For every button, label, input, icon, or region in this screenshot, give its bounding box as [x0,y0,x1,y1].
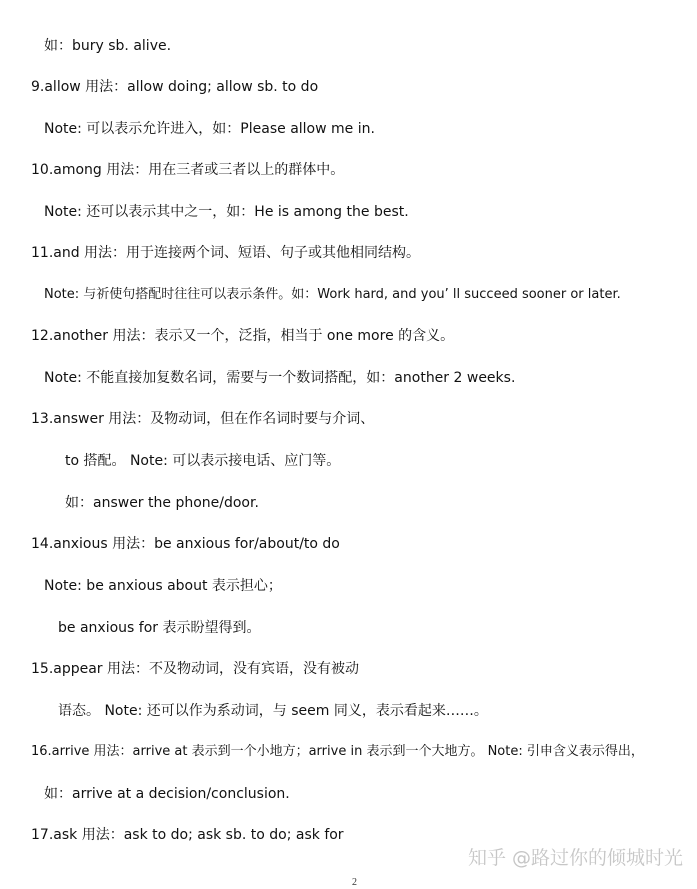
text-line: 11.and 用法：用于连接两个词、短语、句子或其他相同结构。 [31,245,421,261]
text-line: to 搭配。 Note: 可以表示接电话、应门等。 [65,453,341,469]
text-line: 13.answer 用法：及物动词，但在作名词时要与介词、 [31,411,375,427]
text-line: 12.another 用法：表示又一个，泛指，相当于 one more 的含义。 [31,328,455,344]
text-line: 如：arrive at a decision/conclusion. [44,786,290,802]
text-line: Note: 还可以表示其中之一，如：He is among the best. [44,204,409,220]
text-line: 语态。 Note: 还可以作为系动词，与 seem 同义，表示看起来……。 [58,703,488,719]
text-line: 17.ask 用法：ask to do; ask sb. to do; ask for [31,827,344,843]
text-line: 9.allow 用法：allow doing; allow sb. to do [31,79,319,95]
text-line: be anxious for 表示盼望得到。 [58,620,261,636]
text-line: 如：answer the phone/door. [65,495,259,511]
text-line: 如：bury sb. alive. [44,38,172,54]
text-line: 14.anxious 用法：be anxious for/about/to do [31,536,340,552]
text-line: Note: 可以表示允许进入，如：Please allow me in. [44,121,375,137]
text-line: 10.among 用法：用在三者或三者以上的群体中。 [31,162,345,178]
text-line: 15.appear 用法：不及物动词，没有宾语，没有被动 [31,661,360,677]
text-line: Note: 不能直接加复数名词，需要与一个数词搭配，如：another 2 weeks. [44,370,516,386]
text-line: 16.arrive 用法：arrive at 表示到一个小地方；arrive in 表示到一个大地方。 Note: 引申含义表示得出， [31,744,644,759]
page-number: 2 [352,877,357,888]
text-line: Note: 与祈使句搭配时往往可以表示条件。如：Work hard, and you’ ll succeed sooner or later. [44,287,621,302]
text-line: Note: be anxious about 表示担心； [44,578,282,594]
watermark: 知乎 @路过你的倾城时光 [467,847,683,869]
